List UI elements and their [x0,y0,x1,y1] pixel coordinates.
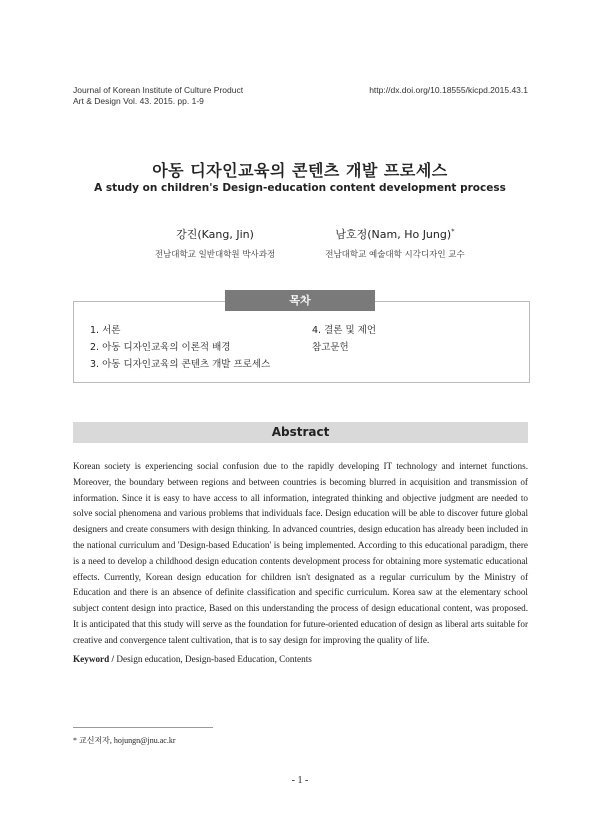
author-1-affiliation: 전남대학교 일반대학원 박사과정 [154,250,276,260]
keywords [73,654,312,664]
toc-left-column [90,322,270,373]
keyword-values: Design education, Design-based Education, Contents [116,654,312,664]
author-1 [140,226,290,242]
footnote-rule [73,727,213,728]
toc-right-column [312,322,376,356]
paper-title-english: A study on children's Design-education content development process [94,182,506,194]
footnote: * 교신저자, hojungn@jnu.ac.kr [73,736,176,745]
toc-heading: 목차 [225,290,375,311]
corresponding-mark: * [451,227,455,236]
journal-info [73,85,243,107]
toc-item-references[interactable]: 참고문헌 [312,342,349,353]
journal-volume: Art & Design Vol. 43. 2015. pp. 1-9 [73,96,204,106]
abstract-heading: Abstract [73,422,528,443]
author-2-name: 남호정(Nam, Ho Jung) [335,228,452,241]
paper-title-korean: 아동 디자인교육의 콘텐츠 개발 프로세스 [152,161,448,180]
author-2-affiliation: 전남대학교 예술대학 시각디자인 교수 [325,250,465,260]
doi-link[interactable]: http://dx.doi.org/10.18555/kicpd.2015.43.1 [369,85,528,95]
page-number: - 1 - [291,775,309,786]
toc-item-2[interactable]: 2. 아동 디자인교육의 이론적 배경 [90,342,231,353]
keyword-label: Keyword / [73,654,115,664]
toc-item-4[interactable]: 4. 결론 및 제언 [312,325,377,336]
abstract-body: Korean society is experiencing social confusion due to the rapidly developing IT technology and internet functions. Moreover, the boundary between regions and between countries is becoming blurred in acquisition and transmission of information. Since it is easy to have access to all information, integrated thinking and objective judgment are needed to solve social phenomena and various problems that individuals face. Design education will be able to discover future global designers and create consumers with design thinking. In advanced countries, design education has already been included in the national curriculum and 'Design-based Education' is being implemented. According to this educational paradigm, there is a need to develop a childhood design education contents development process for obtaining more systematic educational effects. Currently, Korean design education for children isn't designated as a regular curriculum by the Ministry of Education and there is an absence of definite classification and specific curriculum. Korea saw at the elementary school subject content design into practice, Based on this understanding the process of design educational content, was proposed. It is anticipated that this study will serve as the foundation for future-oriented education of design as liberal arts suitable for creative and convergence talent cultivation, that is to say design for improving the quality of life. [73,461,528,645]
toc-item-3[interactable]: 3. 아동 디자인교육의 콘텐츠 개발 프로세스 [90,359,271,370]
journal-name: Journal of Korean Institute of Culture Product [73,85,244,95]
author-1-name: 강진(Kang, Jin) [176,228,254,241]
toc-item-1[interactable]: 1. 서론 [90,325,121,336]
author-2 [320,226,470,242]
